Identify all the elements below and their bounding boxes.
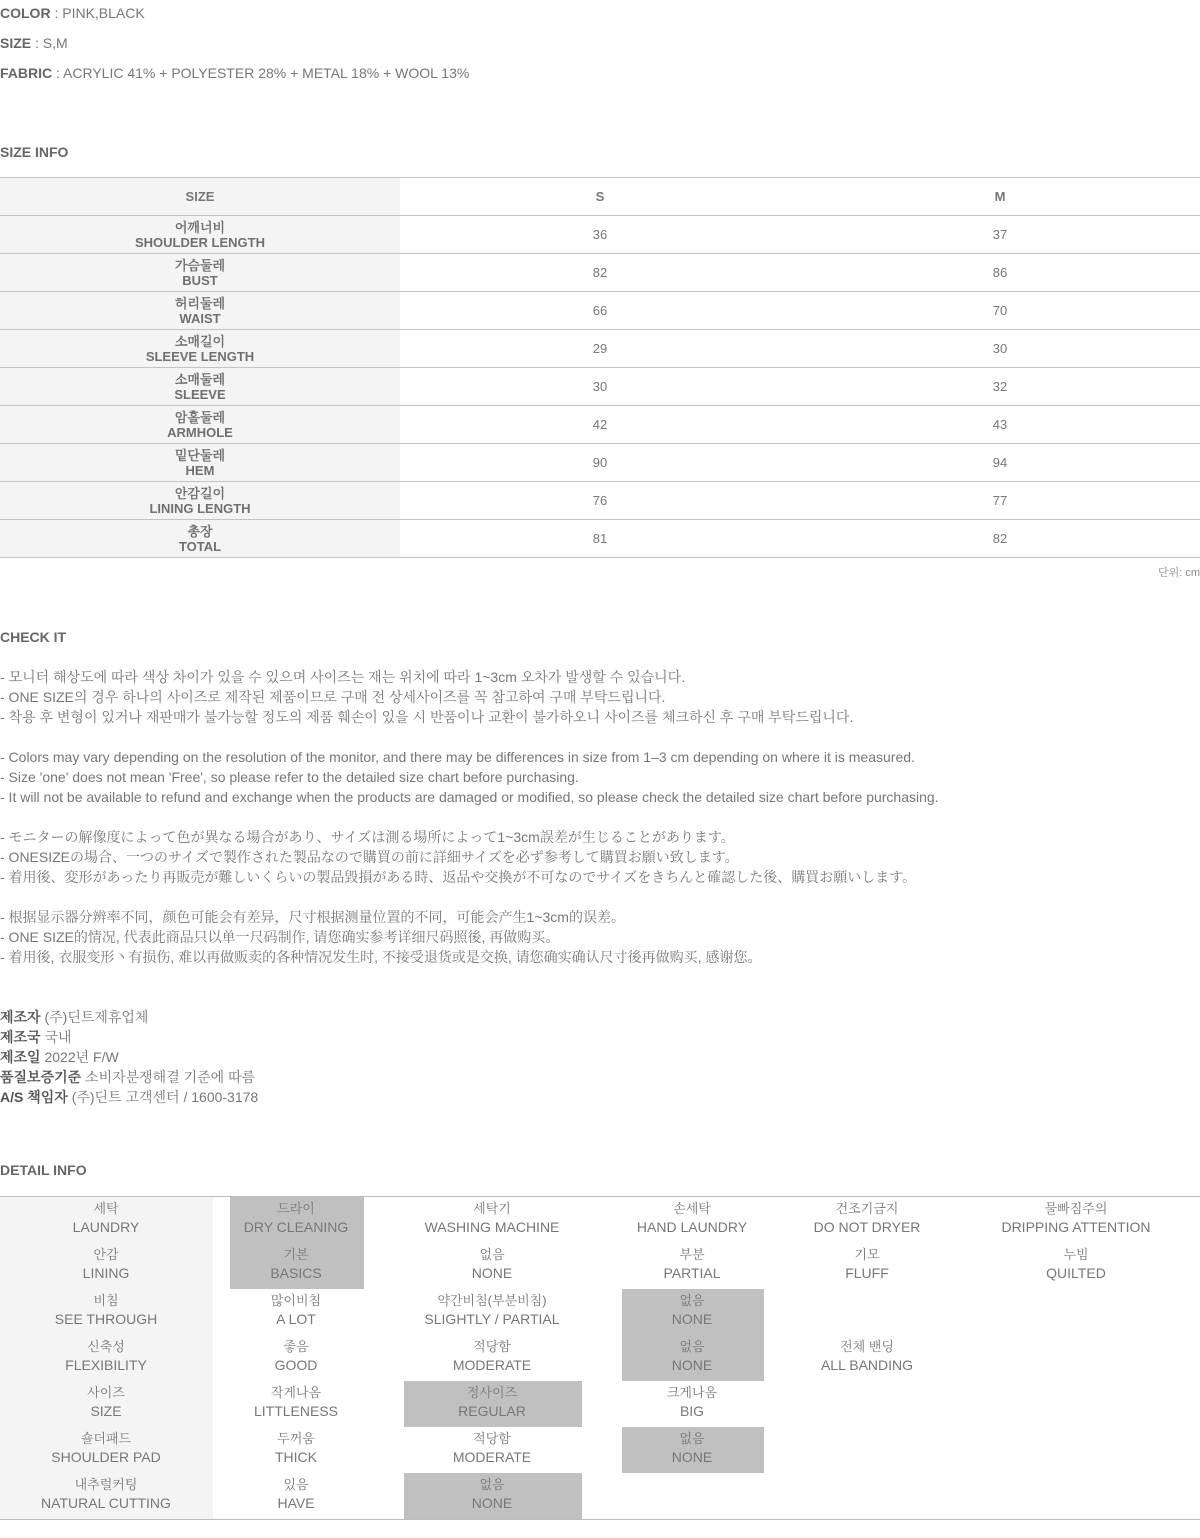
maker-label: 품질보증기준 xyxy=(0,1069,82,1085)
detail-kr: 내추럴커팅 xyxy=(74,1477,138,1492)
detail-kr: 없음 xyxy=(679,1431,705,1446)
detail-kr: 누빔 xyxy=(1063,1247,1089,1262)
detail-en: LITTLENESS xyxy=(253,1403,339,1419)
detail-kr: 숄더패드 xyxy=(80,1431,132,1446)
detail-option xyxy=(196,1292,396,1328)
measurement-label xyxy=(0,330,400,368)
measurement-label-en: LINING LENGTH xyxy=(149,500,251,516)
detail-option xyxy=(392,1200,592,1236)
measurement-label-kr: 소매길이 xyxy=(174,333,226,349)
notes-line: - 着用後, 衣服变形丶有损伤, 难以再做贩卖的各种情况发生时, 不接受退货或是交换, 请您确实确认尺寸後再做购买, 感谢您。 xyxy=(0,949,762,965)
detail-en: FLEXIBILITY xyxy=(65,1357,147,1373)
detail-option xyxy=(392,1246,592,1282)
measurement-label-kr: 총장 xyxy=(187,523,213,539)
detail-en: NONE xyxy=(471,1265,513,1281)
size-s-value: 82 xyxy=(400,254,800,292)
size-m-value: 32 xyxy=(800,368,1200,406)
size-row xyxy=(0,254,1200,292)
measurement-label-kr: 허리둘레 xyxy=(174,295,226,311)
detail-kr: 있음 xyxy=(283,1477,309,1492)
detail-en: MODERATE xyxy=(452,1357,532,1373)
size-row xyxy=(0,520,1200,558)
detail-option-selected xyxy=(592,1430,792,1466)
detail-option-selected xyxy=(196,1200,396,1236)
detail-kr: 건조기금지 xyxy=(835,1201,899,1216)
size-s-value: 30 xyxy=(400,368,800,406)
size-value: : S,M xyxy=(31,35,68,51)
measurement-label xyxy=(0,368,400,406)
detail-en: HAVE xyxy=(277,1495,315,1511)
detail-kr: 기본 xyxy=(283,1247,309,1262)
measurement-label-en: SLEEVE xyxy=(174,386,226,402)
detail-en: QUILTED xyxy=(1046,1265,1106,1281)
measurement-label xyxy=(0,482,400,520)
measurement-label-en: BUST xyxy=(182,272,218,288)
maker-label: 제조국 xyxy=(0,1029,41,1045)
notes-line: - 착용 후 변형이 있거나 재판매가 불가능할 정도의 제품 훼손이 있을 시 반품이나 교환이 불가하오니 사이즈를 체크하신 후 구매 부탁드립니다. xyxy=(0,709,854,725)
size-header-m: M xyxy=(800,178,1200,216)
maker-value: (주)딘트 고객센터 / 1600-3178 xyxy=(67,1089,259,1105)
detail-option xyxy=(592,1200,792,1236)
measurement-label-en: ARMHOLE xyxy=(167,424,233,440)
size-s-value: 66 xyxy=(400,292,800,330)
size-m-value: 43 xyxy=(800,406,1200,444)
size-s-value: 76 xyxy=(400,482,800,520)
maker-value: (주)딘트제휴업체 xyxy=(40,1009,149,1025)
notes-line: - ONE SIZE의 경우 하나의 사이즈로 제작된 제품이므로 구매 전 상세사이즈를 꼭 참고하여 구매 부탁드립니다. xyxy=(0,689,666,705)
product-specs xyxy=(0,0,1200,90)
notes-line: - 根据显示器分辨率不同，颜色可能会有差异，尺寸根据测量位置的不同，可能会产生1~3cm的误差。 xyxy=(0,909,625,925)
fabric-spec xyxy=(0,60,1200,90)
size-s-value: 90 xyxy=(400,444,800,482)
maker-line xyxy=(0,1047,1200,1067)
maker-line xyxy=(0,1007,1200,1027)
detail-en: DO NOT DRYER xyxy=(813,1219,921,1235)
fabric-value: : ACRYLIC 41% + POLYESTER 28% + METAL 18% + WOOL 13% xyxy=(52,65,470,81)
check-it-title: CHECK IT xyxy=(0,629,67,645)
detail-kr: 적당함 xyxy=(473,1431,511,1446)
size-m-value: 82 xyxy=(800,520,1200,558)
detail-kr: 드라이 xyxy=(277,1201,315,1216)
size-header-cell: SIZE xyxy=(0,178,400,216)
measurement-label-en: SLEEVE LENGTH xyxy=(145,348,255,364)
detail-option xyxy=(392,1292,592,1328)
notes-line: - 모니터 해상도에 따라 색상 차이가 있을 수 있으며 사이즈는 재는 위치에 따라 1~3cm 오차가 발생할 수 있습니다. xyxy=(0,669,686,685)
detail-kr: 안감 xyxy=(93,1247,119,1262)
size-s-value: 42 xyxy=(400,406,800,444)
detail-kr: 신축성 xyxy=(87,1339,125,1354)
maker-value: 국내 xyxy=(40,1029,72,1045)
fabric-label: FABRIC xyxy=(0,65,53,81)
detail-kr: 정사이즈 xyxy=(466,1385,518,1400)
size-row xyxy=(0,406,1200,444)
size-row xyxy=(0,368,1200,406)
detail-row-label xyxy=(6,1338,206,1374)
detail-en: NONE xyxy=(671,1311,713,1327)
detail-option xyxy=(392,1338,592,1374)
detail-en: FLUFF xyxy=(845,1265,889,1281)
measurement-label xyxy=(0,520,400,558)
detail-kr: 세탁기 xyxy=(473,1201,511,1216)
detail-kr: 두꺼움 xyxy=(277,1431,315,1446)
notes-line: - ONE SIZE的情况, 代表此商品只以单一尺码制作, 请您确实参考详细尺码照後, 再做购买。 xyxy=(0,929,560,945)
detail-en: SEE THROUGH xyxy=(54,1311,158,1327)
detail-en: NONE xyxy=(471,1495,513,1511)
size-spec xyxy=(0,30,1200,60)
detail-kr: 작게나옴 xyxy=(270,1385,322,1400)
maker-label: A/S 책임자 xyxy=(0,1089,68,1105)
detail-kr: 손세탁 xyxy=(673,1201,711,1216)
detail-en: BIG xyxy=(679,1403,705,1419)
detail-option xyxy=(767,1338,967,1374)
color-spec xyxy=(0,0,1200,30)
measurement-label-kr: 소매둘레 xyxy=(174,371,226,387)
detail-option-selected xyxy=(592,1292,792,1328)
detail-info-title: DETAIL INFO xyxy=(0,1162,87,1178)
detail-option xyxy=(767,1200,967,1236)
measurement-label-kr: 안감길이 xyxy=(174,485,226,501)
maker-line xyxy=(0,1027,1200,1047)
size-table-header xyxy=(0,178,1200,216)
size-s-value: 81 xyxy=(400,520,800,558)
color-label: COLOR xyxy=(0,5,51,21)
detail-option xyxy=(196,1476,396,1512)
detail-row-label xyxy=(6,1200,206,1236)
detail-option xyxy=(392,1430,592,1466)
detail-en: DRY CLEANING xyxy=(243,1219,349,1235)
color-value: : PINK,BLACK xyxy=(50,5,145,21)
detail-en: WASHING MACHINE xyxy=(424,1219,560,1235)
notes-paragraph xyxy=(0,827,1200,887)
maker-line xyxy=(0,1087,1200,1107)
notes-paragraph xyxy=(0,747,1200,807)
manufacturer-info xyxy=(0,1007,1200,1107)
size-info-title: SIZE INFO xyxy=(0,144,69,160)
detail-option-selected xyxy=(196,1246,396,1282)
detail-en: THICK xyxy=(275,1449,317,1465)
detail-kr: 없음 xyxy=(479,1477,505,1492)
detail-option xyxy=(592,1246,792,1282)
detail-kr: 부분 xyxy=(679,1247,705,1262)
detail-en: DRIPPING ATTENTION xyxy=(1001,1219,1151,1235)
maker-label: 제조일 xyxy=(0,1049,41,1065)
detail-option xyxy=(976,1200,1176,1236)
measurement-label xyxy=(0,254,400,292)
detail-kr: 사이즈 xyxy=(87,1385,125,1400)
measurement-label-kr: 어깨너비 xyxy=(174,219,226,235)
size-label: SIZE xyxy=(0,35,32,51)
maker-line xyxy=(0,1067,1200,1087)
size-m-value: 37 xyxy=(800,216,1200,254)
size-table xyxy=(0,177,1200,558)
notes-line: - It will not be available to refund and exchange when the products are damaged or modified, so please check the detailed size chart before purchasing. xyxy=(0,789,939,805)
detail-en: LAUNDRY xyxy=(72,1219,140,1235)
detail-en: LINING xyxy=(82,1265,130,1281)
detail-kr: 좋음 xyxy=(283,1339,309,1354)
detail-option xyxy=(196,1430,396,1466)
detail-en: SIZE xyxy=(90,1403,122,1419)
maker-value: 2022년 F/W xyxy=(40,1049,119,1065)
check-it-notes xyxy=(0,667,1200,967)
detail-row-label xyxy=(6,1430,206,1466)
measurement-label xyxy=(0,292,400,330)
detail-kr: 없음 xyxy=(679,1293,705,1308)
detail-kr: 많이비침 xyxy=(270,1293,322,1308)
size-row xyxy=(0,444,1200,482)
detail-en: PARTIAL xyxy=(663,1265,721,1281)
size-s-value: 29 xyxy=(400,330,800,368)
detail-row-label xyxy=(6,1246,206,1282)
detail-en: MODERATE xyxy=(452,1449,532,1465)
detail-en: NONE xyxy=(671,1449,713,1465)
unit-note: 단위: cm xyxy=(1157,567,1200,579)
detail-en: ALL BANDING xyxy=(820,1357,914,1373)
detail-en: REGULAR xyxy=(458,1403,526,1419)
size-m-value: 94 xyxy=(800,444,1200,482)
detail-option-selected xyxy=(392,1476,592,1512)
measurement-label xyxy=(0,216,400,254)
detail-row-label xyxy=(6,1292,206,1328)
maker-label: 제조자 xyxy=(0,1009,41,1025)
detail-en: SLIGHTLY / PARTIAL xyxy=(424,1311,560,1327)
detail-en: HAND LAUNDRY xyxy=(636,1219,748,1235)
notes-line: - モニターの解像度によって色が異なる場合があり、サイズは測る場所によって1~3cm誤差が生じることがあります。 xyxy=(0,829,735,845)
size-m-value: 70 xyxy=(800,292,1200,330)
measurement-label-en: SHOULDER LENGTH xyxy=(135,234,265,250)
maker-value: 소비자분쟁해결 기준에 따름 xyxy=(81,1069,256,1085)
size-s-value: 36 xyxy=(400,216,800,254)
detail-kr: 없음 xyxy=(479,1247,505,1262)
detail-kr: 약간비침(부분비침) xyxy=(437,1293,547,1308)
detail-kr: 크게나옴 xyxy=(666,1385,718,1400)
notes-line: - Size 'one' does not mean 'Free', so please refer to the detailed size chart before purchasing. xyxy=(0,769,579,785)
detail-row-label xyxy=(6,1384,206,1420)
notes-paragraph xyxy=(0,667,1200,727)
detail-option xyxy=(196,1384,396,1420)
detail-option xyxy=(196,1338,396,1374)
measurement-label xyxy=(0,444,400,482)
size-m-value: 86 xyxy=(800,254,1200,292)
detail-kr: 없음 xyxy=(679,1339,705,1354)
detail-en: BASICS xyxy=(270,1265,322,1281)
size-row xyxy=(0,216,1200,254)
size-row xyxy=(0,292,1200,330)
measurement-label-en: TOTAL xyxy=(178,538,222,554)
size-m-value: 77 xyxy=(800,482,1200,520)
size-row xyxy=(0,330,1200,368)
notes-line: - Colors may vary depending on the resolution of the monitor, and there may be differences in size from 1–3 cm depending on where it is measured. xyxy=(0,749,915,765)
detail-kr: 기모 xyxy=(854,1247,880,1262)
notes-line: - 着用後、変形があったり再販売が難しいくらいの製品毀損がある時、返品や交換が不可なのでサイズをきちんと確認した後、購買お願いします。 xyxy=(0,869,917,885)
detail-option xyxy=(767,1246,967,1282)
detail-info-grid xyxy=(0,1196,1200,1520)
detail-option-selected xyxy=(592,1338,792,1374)
detail-en: NONE xyxy=(671,1357,713,1373)
measurement-label-en: WAIST xyxy=(179,310,221,326)
detail-option xyxy=(592,1384,792,1420)
detail-kr: 물빠짐주의 xyxy=(1044,1201,1108,1216)
measurement-label-kr: 밑단둘레 xyxy=(174,447,226,463)
size-header-s: S xyxy=(400,178,800,216)
measurement-label-kr: 가슴둘레 xyxy=(174,257,226,273)
detail-kr: 적당함 xyxy=(473,1339,511,1354)
measurement-label-en: HEM xyxy=(185,462,215,478)
detail-row-label xyxy=(6,1476,206,1512)
size-row xyxy=(0,482,1200,520)
measurement-label xyxy=(0,406,400,444)
detail-option-selected xyxy=(392,1384,592,1420)
detail-kr: 세탁 xyxy=(93,1201,119,1216)
size-m-value: 30 xyxy=(800,330,1200,368)
notes-line: - ONESIZEの場合、一つのサイズで製作された製品なので購買の前に詳細サイズを必ず参考して購買お願い致します。 xyxy=(0,849,739,865)
detail-en: GOOD xyxy=(274,1357,318,1373)
measurement-label-kr: 암홀둘레 xyxy=(174,409,226,425)
detail-kr: 비침 xyxy=(93,1293,119,1308)
detail-option xyxy=(976,1246,1176,1282)
notes-paragraph xyxy=(0,907,1200,967)
detail-en: A LOT xyxy=(276,1311,316,1327)
detail-kr: 전체 밴딩 xyxy=(840,1339,894,1354)
detail-en: SHOULDER PAD xyxy=(51,1449,161,1465)
detail-en: NATURAL CUTTING xyxy=(41,1495,171,1511)
